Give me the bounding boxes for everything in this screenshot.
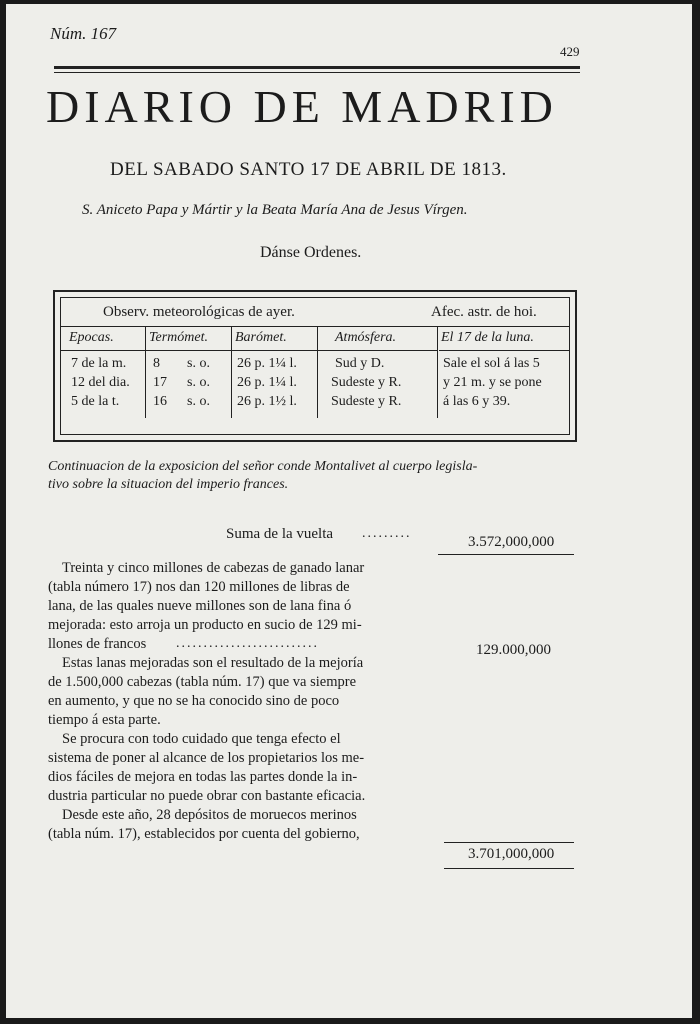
weather-table [53, 290, 577, 442]
col-divider-2 [231, 326, 232, 418]
row-1-term-val: 8 [153, 356, 160, 371]
col-divider-4 [437, 326, 438, 418]
para1-line-2: (tabla número 17) nos dan 120 millones de libras de [48, 579, 350, 595]
para1-line-4: mejorada: esto arroja un producto en sucio de 129 mi- [48, 617, 362, 633]
suma-amount: 3.572,000,000 [468, 534, 555, 550]
col-divider-3 [317, 326, 318, 418]
article-heading [48, 458, 477, 494]
row-1-baro: 26 p. 1¼ l. [237, 356, 297, 371]
row-3-epoca: 5 de la t. [71, 394, 120, 409]
date-line: DEL SABADO SANTO 17 DE ABRIL DE 1813. [110, 159, 507, 180]
article-heading-line-1: Continuacion de la exposicion del señor conde Montalivet al cuerpo legisla- [48, 459, 478, 474]
orders-line: Dánse Ordenes. [260, 244, 362, 261]
col-divider-1 [145, 326, 146, 418]
luna-line-1: Sale el sol á las 5 [443, 356, 540, 371]
total-amount: 3.701,000,000 [468, 846, 555, 862]
para1-line-3: lana, de las quales nueve millones son de lana fina ó [48, 598, 352, 614]
row-2-baro: 26 p. 1¼ l. [237, 375, 297, 390]
para3-line-2: sistema de poner al alcance de los propietarios los me- [48, 750, 365, 766]
weather-title-left: Observ. meteorológicas de ayer. [103, 304, 295, 320]
total-rule-bottom [444, 868, 574, 869]
saints-line: S. Aniceto Papa y Mártir y la Beata María Ana de Jesus Vírgen. [82, 202, 468, 218]
masthead-title: DIARIO DE MADRID [46, 81, 558, 132]
suma-rule [438, 554, 574, 555]
header-termomet: Termómet. [149, 330, 208, 345]
row-1-term-unit: s. o. [187, 356, 210, 371]
newspaper-page [6, 4, 692, 1018]
row-3-atmos: Sudeste y R. [331, 394, 402, 409]
para1-leader: .......................... [176, 636, 319, 651]
para3-line-3: dios fáciles de mejora en todas las partes donde la in- [48, 769, 358, 785]
header-atmosfera: Atmósfera. [335, 330, 397, 345]
top-rule-thick [54, 66, 580, 69]
para2-line-3: en aumento, y que no se ha conocido sino de poco [48, 693, 340, 709]
header-epocas: Epocas. [69, 330, 114, 345]
para1-amount: 129.000,000 [476, 642, 551, 658]
para2-line-1: Estas lanas mejoradas son el resultado de la mejoría [62, 655, 364, 671]
top-rule-thin [54, 72, 580, 73]
row-3-term-unit: s. o. [187, 394, 210, 409]
page-number: 429 [560, 44, 580, 59]
weather-title-right: Afec. astr. de hoi. [431, 304, 537, 320]
total-rule [444, 842, 574, 843]
para1-line-5: llones de francos [48, 636, 147, 652]
para2-line-2: de 1.500,000 cabezas (tabla núm. 17) que va siempre [48, 674, 357, 690]
para4-line-2: (tabla núm. 17), establecidos por cuenta del gobierno, [48, 826, 360, 842]
row-3-baro: 26 p. 1½ l. [237, 394, 297, 409]
para2-line-4: tiempo á esta parte. [48, 712, 161, 728]
article-heading-line-2: tivo sobre la situacion del imperio frances. [48, 477, 289, 492]
row-2-term-val: 17 [153, 375, 167, 390]
row-1-atmos: Sud y D. [335, 356, 385, 371]
suma-leader: ......... [362, 526, 412, 541]
row-2-epoca: 12 del dia. [71, 375, 130, 390]
suma-label: Suma de la vuelta [226, 526, 334, 542]
header-divider-right [439, 350, 569, 351]
para4-line-1: Desde este año, 28 depósitos de moruecos merinos [62, 807, 357, 823]
para3-line-4: dustria particular no puede obrar con bastante eficacia. [48, 788, 366, 804]
row-1-epoca: 7 de la m. [71, 356, 127, 371]
header-divider-left [61, 350, 437, 351]
header-baromet: Barómet. [235, 330, 287, 345]
para1-line-1: Treinta y cinco millones de cabezas de ganado lanar [62, 560, 365, 576]
row-2-atmos: Sudeste y R. [331, 375, 402, 390]
row-2-term-unit: s. o. [187, 375, 210, 390]
weather-title-divider [61, 326, 569, 327]
row-3-term-val: 16 [153, 394, 167, 409]
issue-number: Núm. 167 [50, 24, 117, 43]
header-luna: El 17 de la luna. [441, 330, 534, 345]
luna-line-2: y 21 m. y se pone [443, 375, 542, 390]
luna-line-3: á las 6 y 39. [443, 394, 511, 409]
para3-line-1: Se procura con todo cuidado que tenga efecto el [62, 731, 341, 747]
